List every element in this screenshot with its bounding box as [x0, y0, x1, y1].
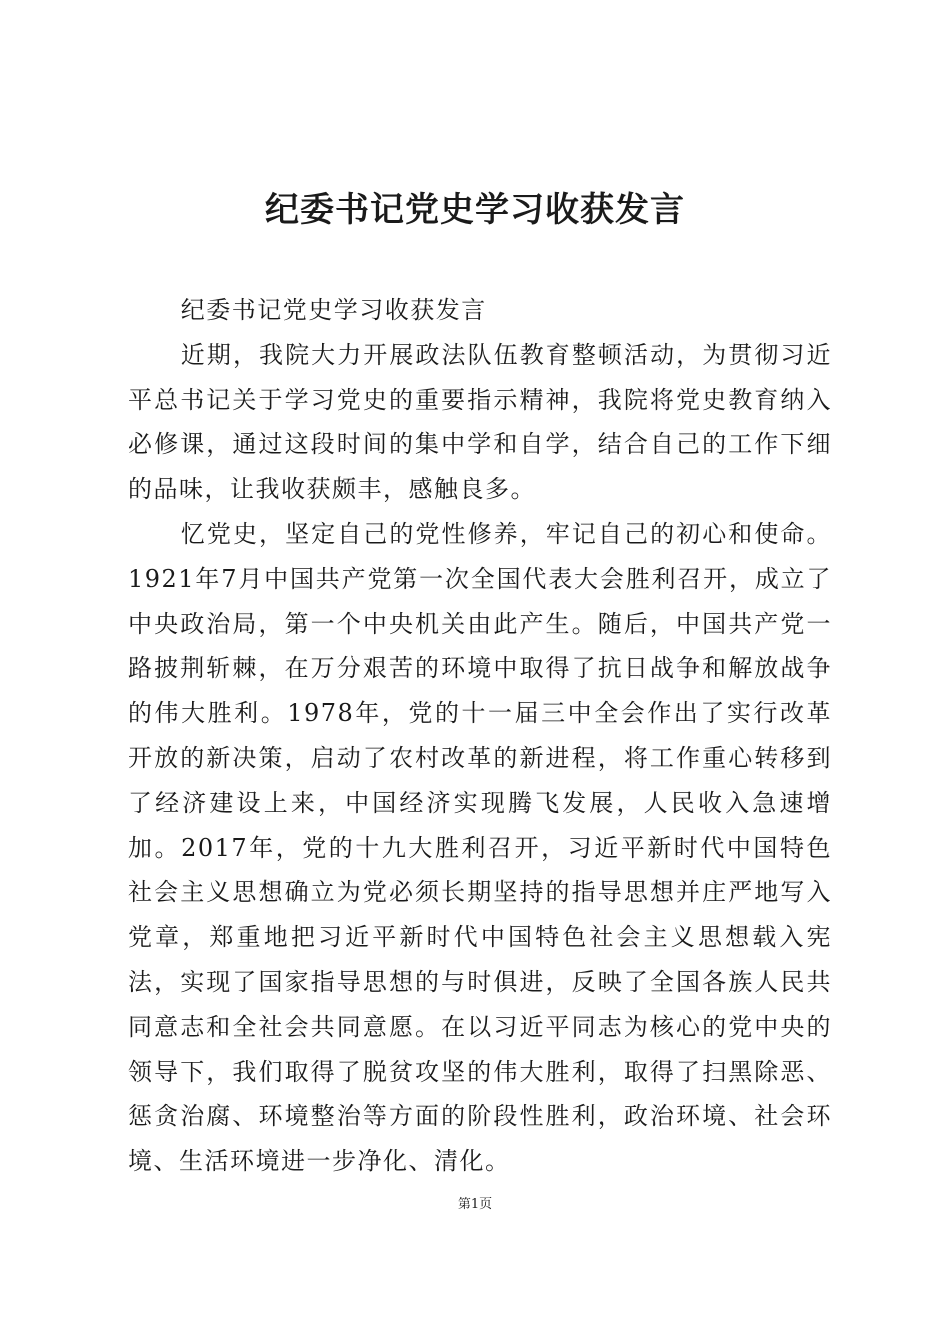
- document-title: 纪委书记党史学习收获发言: [265, 190, 685, 230]
- paragraph-subtitle: 纪委书记党史学习收获发言: [180, 296, 487, 324]
- paragraph-intro: 近期，我院大力开展政法队伍教育整顿活动，为贯彻习近平总书记关于学习党史的重要指示精神，我院将党史教育纳入必修课，通过这段时间的集中学和自学，结合自己的工作下细的品味，让我收获颇丰，感触良多。: [128, 340, 832, 504]
- page-number: 第1页: [457, 1197, 493, 1212]
- paragraph-history: 忆党史，坚定自己的党性修养，牢记自己的初心和使命。1921年7月中国共产党第一次全国代表大会胜利召开，成立了中央政治局，第一个中央机关由此产生。随后，中国共产党一路披荆斩棘，在万分艰苦的环境中取得了抗日战争和解放战争的伟大胜利。1978年，党的十一届三中全会作出了实行改革开放的新决策，启动了农村改革的新进程，将工作重心转移到了经济建设上来，中国经济实现腾飞发展，人民收入急速增加。2017年，党的十九大胜利召开，习近平新时代中国特色社会主义思想确立为党必须长期坚持的指导思想并庄严地写入党章，郑重地把习近平新时代中国特色社会主义思想载入宪法，实现了国家指导思想的与时俱进，反映了全国各族人民共同意志和全社会共同意愿。在以习近平同志为核心的党中央的领导下，我们取得了脱贫攻坚的伟大胜利，取得了扫黑除恶、惩贪治腐、环境整治等方面的阶段性胜利，政治环境、社会环境、生活环境进一步净化、清化。: [128, 519, 832, 1176]
- document-body: [128, 288, 832, 1184]
